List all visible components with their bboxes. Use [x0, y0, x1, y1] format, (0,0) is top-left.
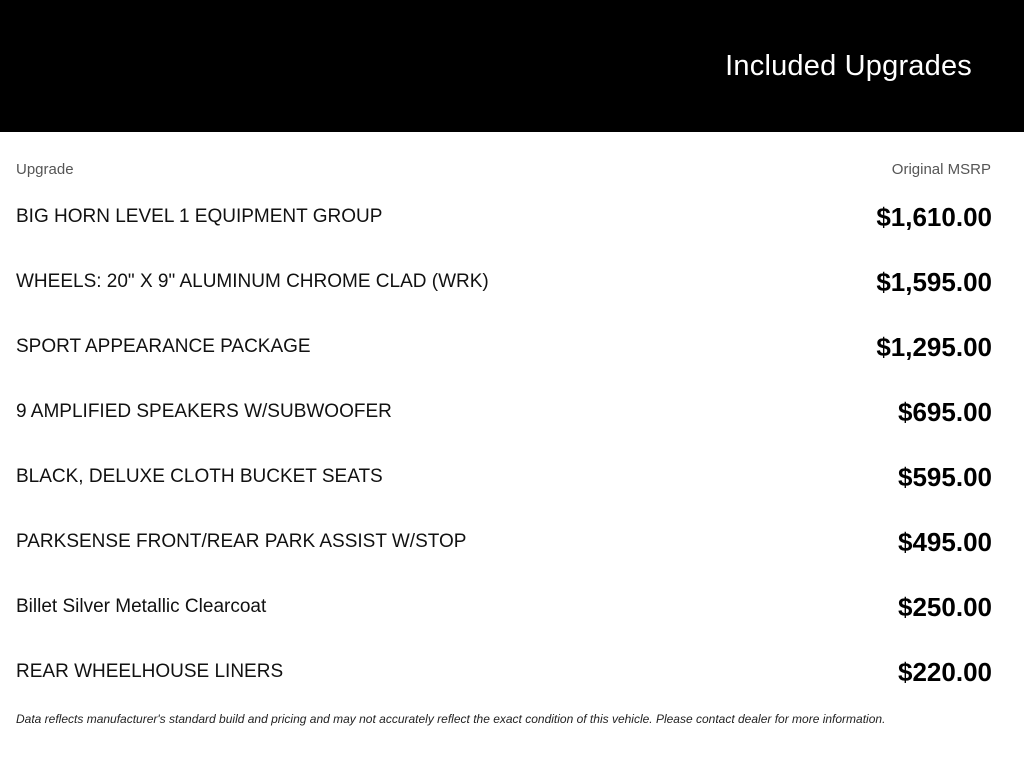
upgrade-name: Billet Silver Metallic Clearcoat [16, 596, 267, 617]
page-title: Included Upgrades [725, 50, 972, 82]
upgrade-row [0, 575, 1024, 640]
upgrade-row [0, 315, 1024, 380]
upgrade-price: $1,595.00 [876, 267, 992, 297]
upgrade-row [0, 640, 1024, 705]
upgrade-price: $695.00 [898, 397, 992, 427]
header-bar [0, 0, 1024, 132]
upgrade-name: WHEELS: 20" X 9" ALUMINUM CHROME CLAD (WRK) [16, 271, 489, 292]
upgrade-name: BLACK, DELUXE CLOTH BUCKET SEATS [16, 466, 383, 487]
upgrade-name: PARKSENSE FRONT/REAR PARK ASSIST W/STOP [16, 531, 467, 552]
upgrade-row [0, 250, 1024, 315]
upgrade-price: $495.00 [898, 527, 992, 557]
upgrade-name: SPORT APPEARANCE PACKAGE [16, 336, 311, 357]
upgrade-price: $1,610.00 [876, 202, 992, 232]
upgrade-row [0, 445, 1024, 510]
disclaimer-text: Data reflects manufacturer's standard build and pricing and may not accurately reflect the exact condition of this vehicle. Please contact dealer for more information. [16, 712, 886, 726]
upgrade-name: BIG HORN LEVEL 1 EQUIPMENT GROUP [16, 206, 383, 227]
upgrade-price: $595.00 [898, 462, 992, 492]
upgrade-row [0, 380, 1024, 445]
upgrade-row [0, 510, 1024, 575]
column-header-msrp: Original MSRP [891, 161, 991, 178]
upgrade-name: REAR WHEELHOUSE LINERS [16, 661, 284, 682]
column-header-upgrade: Upgrade [16, 161, 74, 178]
upgrade-name: 9 AMPLIFIED SPEAKERS W/SUBWOOFER [16, 401, 392, 422]
upgrade-row [0, 185, 1024, 250]
upgrade-price: $1,295.00 [876, 332, 992, 362]
upgrade-price: $220.00 [898, 657, 992, 687]
upgrade-price: $250.00 [898, 592, 992, 622]
upgrades-list [0, 185, 1024, 705]
